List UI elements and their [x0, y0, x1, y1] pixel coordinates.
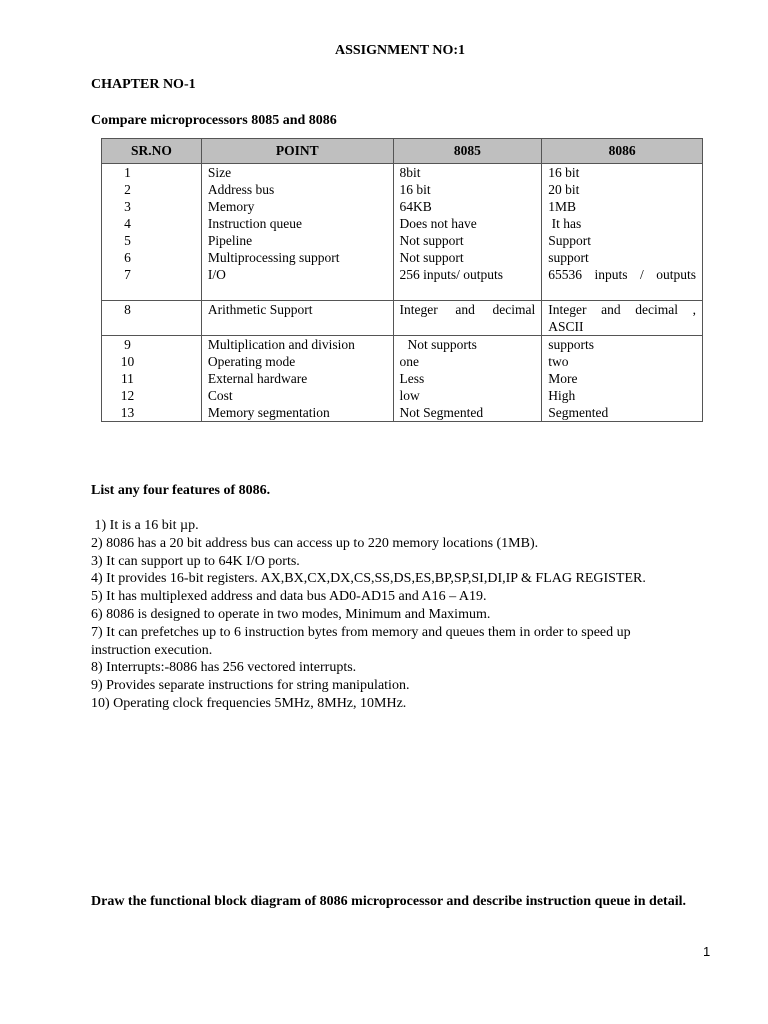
cell-point: Instruction queue: [201, 215, 393, 232]
list-item: 10) Operating clock frequencies 5MHz, 8MHz, 10MHz.: [91, 695, 407, 711]
list-item: 2) 8086 has a 20 bit address bus can access up to 220 memory locations (1MB).: [91, 535, 539, 551]
table-row: [102, 336, 703, 354]
list-item: 5) It has multiplexed address and data bus AD0-AD15 and A16 – A19.: [91, 589, 487, 605]
cell-srno: 5: [102, 232, 202, 249]
table-row: [102, 387, 703, 404]
question-2-heading: List any four features of 8086.: [91, 483, 271, 498]
features-list: [91, 517, 651, 713]
cell-point: Cost: [201, 387, 393, 404]
table-row: [102, 164, 703, 182]
document-title: ASSIGNMENT NO:1: [334, 43, 466, 58]
cell-8085: 8bit: [393, 164, 542, 182]
table-row: [102, 353, 703, 370]
cell-8086: supports: [542, 336, 703, 354]
cell-8085: Less: [393, 370, 542, 387]
table-row: [102, 404, 703, 422]
cell-point: Memory: [201, 198, 393, 215]
cell-8086: Support: [542, 232, 703, 249]
cell-point: Address bus: [201, 181, 393, 198]
cell-8086: support: [542, 249, 703, 266]
table-row: [102, 266, 703, 301]
cell-srno: 9: [102, 336, 202, 354]
cell-point: Size: [201, 164, 393, 182]
list-item: 8) Interrupts:-8086 has 256 vectored interrupts.: [91, 660, 357, 676]
table-row: [102, 249, 703, 266]
header-point: POINT: [201, 139, 393, 164]
list-item: 3) It can support up to 64K I/O ports.: [91, 553, 300, 569]
cell-8085: Not support: [393, 232, 542, 249]
list-item: 7) It can prefetches up to 6 instruction bytes from memory and queues them in order to speed up instruction execution.: [91, 624, 635, 658]
cell-8085: low: [393, 387, 542, 404]
cell-point: I/O: [201, 266, 393, 301]
cell-point: Arithmetic Support: [201, 301, 393, 336]
chapter-heading: CHAPTER NO-1: [91, 77, 196, 92]
cell-srno: 3: [102, 198, 202, 215]
cell-srno: 8: [102, 301, 202, 336]
cell-srno: 11: [102, 370, 202, 387]
cell-point: Memory segmentation: [201, 404, 393, 422]
list-item: 9) Provides separate instructions for string manipulation.: [91, 678, 410, 694]
cell-8085: Does not have: [393, 215, 542, 232]
cell-srno: 6: [102, 249, 202, 266]
cell-srno: 2: [102, 181, 202, 198]
cell-8086: 20 bit: [542, 181, 703, 198]
question-3-heading: Draw the functional block diagram of 8086 microprocessor and describe instruction queue in detail.: [91, 894, 686, 909]
cell-8085: Integer and decimal: [393, 301, 542, 336]
cell-point: External hardware: [201, 370, 393, 387]
cell-8086: It has: [542, 215, 703, 232]
header-8086: 8086: [542, 139, 703, 164]
cell-srno: 12: [102, 387, 202, 404]
cell-8085: Not supports: [393, 336, 542, 354]
cell-8085: 256 inputs/ outputs: [393, 266, 542, 301]
table-row: [102, 181, 703, 198]
header-srno: SR.NO: [102, 139, 202, 164]
cell-8085: 64KB: [393, 198, 542, 215]
table-row: [102, 370, 703, 387]
cell-8086: More: [542, 370, 703, 387]
cell-8086: two: [542, 353, 703, 370]
cell-8085: Not support: [393, 249, 542, 266]
cell-srno: 1: [102, 164, 202, 182]
list-item: 1) It is a 16 bit µp.: [91, 518, 199, 533]
table-row: [102, 198, 703, 215]
page-number: 1: [703, 944, 711, 959]
table-header-row: [102, 139, 703, 164]
cell-srno: 7: [102, 266, 202, 301]
cell-point: Pipeline: [201, 232, 393, 249]
question-1-heading: Compare microprocessors 8085 and 8086: [91, 113, 337, 128]
cell-8086: 65536 inputs / outputs: [542, 266, 703, 301]
list-item: 4) It provides 16-bit registers. AX,BX,CX,DX,CS,SS,DS,ES,BP,SP,SI,DI,IP & FLAG REGISTER.: [91, 571, 646, 587]
cell-srno: 4: [102, 215, 202, 232]
header-8085: 8085: [393, 139, 542, 164]
cell-point: Operating mode: [201, 353, 393, 370]
cell-8086: Segmented: [542, 404, 703, 422]
cell-srno: 10: [102, 353, 202, 370]
cell-8086: 1MB: [542, 198, 703, 215]
cell-8085: 16 bit: [393, 181, 542, 198]
comparison-table: [101, 138, 703, 422]
table-row: [102, 301, 703, 336]
cell-8085: Not Segmented: [393, 404, 542, 422]
cell-point: Multiprocessing support: [201, 249, 393, 266]
cell-8085: one: [393, 353, 542, 370]
cell-point: Multiplication and division: [201, 336, 393, 354]
cell-8086: Integer and decimal , ASCII: [542, 301, 703, 336]
table-row: [102, 215, 703, 232]
cell-srno: 13: [102, 404, 202, 422]
cell-8086: High: [542, 387, 703, 404]
cell-8086: 16 bit: [542, 164, 703, 182]
table-row: [102, 232, 703, 249]
list-item: 6) 8086 is designed to operate in two modes, Minimum and Maximum.: [91, 606, 491, 622]
